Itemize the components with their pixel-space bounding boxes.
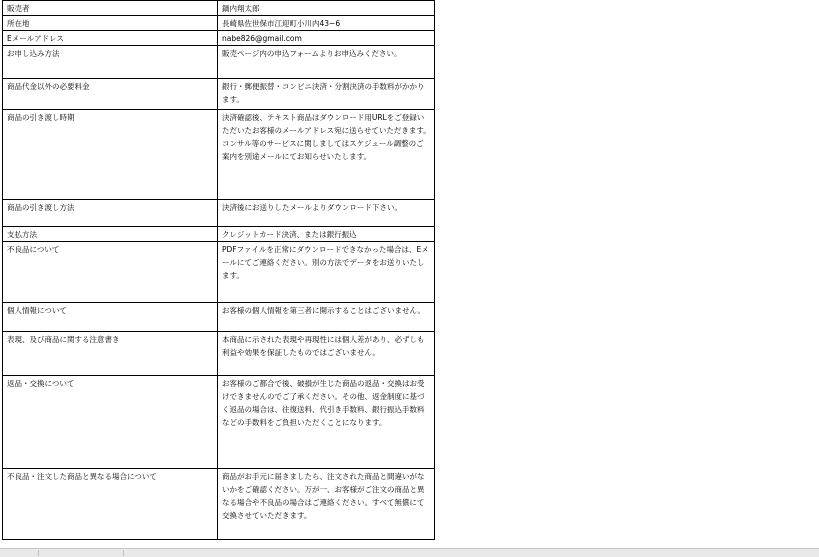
row-value: クレジットカード決済、または銀行振込 <box>222 230 357 239</box>
row-label-cell <box>3 110 218 200</box>
row-label: 販売者 <box>7 4 30 13</box>
table-row <box>3 376 435 469</box>
row-label: 不良品について <box>7 245 60 254</box>
status-bar-segment <box>38 550 124 556</box>
row-label-cell <box>3 469 218 540</box>
row-value-cell <box>218 376 435 469</box>
row-label: 返品・交換について <box>7 379 75 388</box>
row-label: 支払方法 <box>7 230 37 239</box>
table-row <box>3 200 435 227</box>
row-value: 長崎県佐世保市江迎町小川内43−6 <box>222 19 341 28</box>
row-value: 本商品に示された表現や再現性には個人差があり、必ずしも利益や効果を保証したものではございません。 <box>222 335 425 357</box>
row-label: 商品の引き渡し時期 <box>7 113 75 122</box>
row-label-cell <box>3 200 218 227</box>
row-label-cell <box>3 242 218 303</box>
row-value-cell <box>218 227 435 242</box>
row-label: 個人情報について <box>7 306 67 315</box>
row-value: PDFファイルを正常にダウンロードできなかった場合は、Eメールにてご連絡ください。別の方法でデータをお送りいたします。 <box>222 245 429 280</box>
row-value-cell <box>218 46 435 79</box>
row-value: 鍋内翔太郎 <box>222 4 260 13</box>
row-value-cell <box>218 332 435 376</box>
row-value: 決済後にお送りしたメールよりダウンロード下さい。 <box>222 203 402 212</box>
table-row <box>3 332 435 376</box>
row-label: お申し込み方法 <box>7 49 60 58</box>
table-row <box>3 242 435 303</box>
row-value-cell <box>218 303 435 332</box>
table-row <box>3 31 435 46</box>
table-row <box>3 79 435 110</box>
row-value-cell <box>218 200 435 227</box>
table-row <box>3 469 435 540</box>
row-label-cell <box>3 16 218 31</box>
row-label: 所在地 <box>7 19 30 28</box>
row-value-cell <box>218 469 435 540</box>
table-row <box>3 1 435 16</box>
row-label-cell <box>3 79 218 110</box>
row-value-cell <box>218 242 435 303</box>
row-value: 商品がお手元に届きましたら、注文された商品と間違いがないかをご確認ください。万が一、お客様がご注文の商品と異なる場合や不良品の場合はご連絡ください。すべて無償にて交換させていただきます。 <box>222 472 425 520</box>
row-value: お客様の個人情報を第三者に開示することはございません。 <box>222 306 425 315</box>
row-value-cell <box>218 16 435 31</box>
seller-info-table-body <box>3 1 435 540</box>
table-row <box>3 227 435 242</box>
row-value: 決済確認後、テキスト商品はダウンロード用URLをご登録いただいたお客様のメールアドレス宛に送らせていただきます。コンサル等のサービスに関しましてはスケジュール調整のご案内を別途メールにてお知らせいたします。 <box>222 113 431 161</box>
row-value: 銀行・郵便振替・コンビニ決済・分割決済の手数料がかかります。 <box>222 82 425 104</box>
table-row <box>3 46 435 79</box>
seller-info-table <box>2 0 435 540</box>
row-label: Eメールアドレス <box>7 34 64 43</box>
row-label-cell <box>3 227 218 242</box>
row-label-cell <box>3 31 218 46</box>
table-row <box>3 110 435 200</box>
row-label: 不良品・注文した商品と異なる場合について <box>7 472 157 481</box>
row-label-cell <box>3 303 218 332</box>
row-value: nabe826@gmail.com <box>222 34 302 43</box>
row-value: お客様のご都合で後、破損が生じた商品の返品・交換はお受けできませんのでご了承ください。その他、返金制度に基づく返品の場合は、往復送料、代引き手数料、銀行振込手数料などの手数料をご負担いただくことになります。 <box>222 379 425 427</box>
table-row <box>3 16 435 31</box>
row-label: 表現、及び商品に関する注意書き <box>7 335 120 344</box>
row-value: 販売ページ内の申込フォームよりお申込みください。 <box>222 49 402 58</box>
row-label-cell <box>3 332 218 376</box>
table-row <box>3 303 435 332</box>
row-label-cell <box>3 46 218 79</box>
row-value-cell <box>218 31 435 46</box>
status-bar-segment <box>0 550 39 556</box>
row-value-cell <box>218 79 435 110</box>
row-value-cell <box>218 110 435 200</box>
row-label-cell <box>3 1 218 16</box>
row-label-cell <box>3 376 218 469</box>
row-label: 商品の引き渡し方法 <box>7 203 75 212</box>
row-label: 商品代金以外の必要料金 <box>7 82 90 91</box>
row-value-cell <box>218 1 435 16</box>
